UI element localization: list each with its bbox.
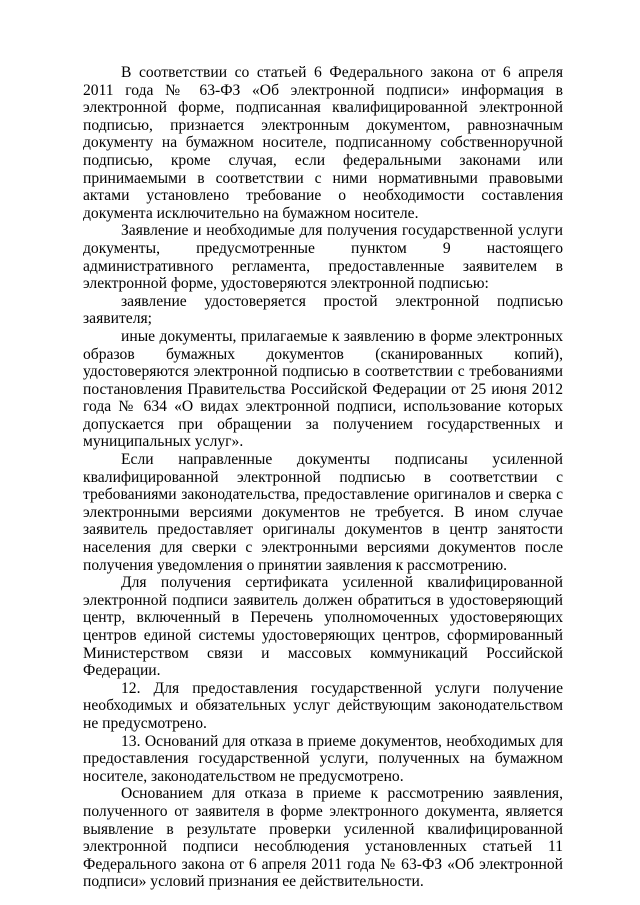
paragraph-simple-signature: заявление удостоверяется простой электронной подписью заявителя; (83, 292, 563, 328)
document-body (83, 64, 563, 891)
paragraph-originals-verification: Если направленные документы подписаны усиленной квалифицированной электронной подписью в соответствии с требованиями законодательства, предоставление оригиналов и сверка с электронными версиями документов не требуется. В ином случае заявитель предоставляет оригиналы документов в центр занятости населения для сверки с электронными версиями документов после получения уведомления о принятии заявления к рассмотрению. (83, 451, 563, 574)
paragraph-refusal-grounds: Основанием для отказа в приеме к рассмотрению заявления, полученного от заявителя в форме электронного документа, является выявление в результате проверки усиленной квалифицированной электронной подписи несоблюдения установленных статьей 11 Федерального закона от 6 апреля 2011 года № 63-ФЗ «Об электронной подписи» условий признания ее действительности. (83, 785, 563, 891)
paragraph-electronic-document-equivalence: В соответствии со статьей 6 Федерального закона от 6 апреля 2011 года № 63-ФЗ «Об электронной подписи» информация в электронной форме, подписанная квалифицированной электронной подписью, признается электронным документом, равнозначным документу на бумажном носителе, подписанному собственноручной подписью, кроме случая, если федеральными законами или принимаемыми в соответствии с ними нормативными правовыми актами установлено требование о необходимости составления документа исключительно на бумажном носителе. (83, 64, 563, 222)
paragraph-item-13: 13. Оснований для отказа в приеме документов, необходимых для предоставления государственной услуги, полученных на бумажном носителе, законодательством не предусмотрено. (83, 732, 563, 785)
paragraph-item-12: 12. Для предоставления государственной услуги получение необходимых и обязательных услуг действующим законодательством не предусмотрено. (83, 679, 563, 732)
paragraph-certificate: Для получения сертификата усиленной квалифицированной электронной подписи заявитель должен обратиться в удостоверяющий центр, включенный в Перечень уполномоченных удостоверяющих центров единой системы удостоверяющих центров, сформированный Министерством связи и массовых коммуникаций Российской Федерации. (83, 574, 563, 680)
paragraph-application-signature: Заявление и необходимые для получения государственной услуги документы, предусмотренные пунктом 9 настоящего административного регламента, предоставленные заявителем в электронной форме, удостоверяются электронной подписью: (83, 222, 563, 293)
paragraph-other-documents: иные документы, прилагаемые к заявлению в форме электронных образов бумажных документов (сканированных копий), удостоверяются электронной подписью в соответствии с требованиями постановления Правительства Российской Федерации от 25 июня 2012 года № 634 «О видах электронной подписи, использование которых допускается при обращении за получением государственных и муниципальных услуг». (83, 327, 563, 451)
